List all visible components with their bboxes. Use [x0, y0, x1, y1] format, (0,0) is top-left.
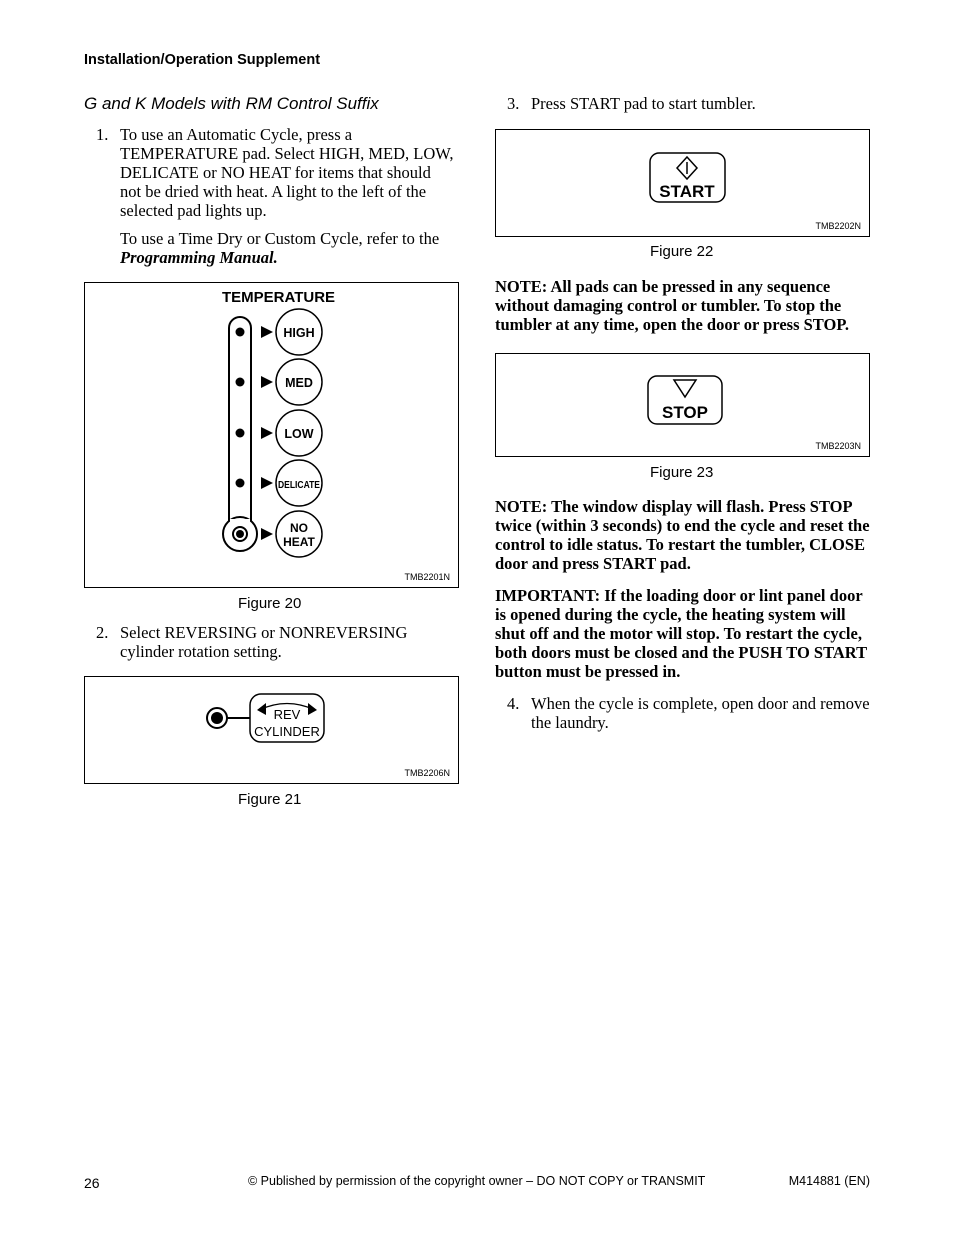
med-pad[interactable] — [276, 359, 322, 405]
rev-indicator-light — [211, 712, 223, 724]
section-title: G and K Models with RM Control Suffix — [84, 94, 379, 113]
figure-code: TMB2201N — [404, 572, 450, 582]
low-indicator-light — [236, 429, 245, 438]
important-note: IMPORTANT: If the loading door or lint panel door is opened during the cycle, the heating system will shut off and the motor will stop. To restart the cycle, both doors must be closed and the PUSH TO START button must be pressed in. — [495, 586, 867, 681]
low-arrow-icon — [261, 427, 273, 439]
high-indicator-light — [236, 328, 245, 337]
document-id: M414881 (EN) — [788, 1174, 870, 1188]
stop-pad[interactable] — [648, 376, 722, 424]
step-1 — [84, 125, 454, 267]
step-4 — [495, 694, 870, 732]
no-heat-pad-label-line2: HEAT — [283, 535, 315, 549]
delicate-pad-label: DELICATE — [278, 479, 320, 491]
temperature-panel-diagram — [85, 283, 458, 587]
high-pad-label: HIGH — [283, 326, 315, 340]
figure-23 — [495, 353, 870, 457]
start-pad[interactable] — [650, 153, 725, 202]
step-number: 2. — [96, 623, 109, 642]
step-number: 4. — [507, 694, 520, 713]
delicate-pad[interactable] — [276, 460, 322, 506]
programming-manual-ref: Programming Manual. — [120, 248, 278, 267]
med-indicator-light — [236, 378, 245, 387]
noheat-indicator-light — [236, 530, 244, 538]
stop-label: STOP — [662, 403, 708, 422]
low-pad-label: LOW — [284, 427, 314, 441]
high-arrow-icon — [261, 326, 273, 338]
stop-pad-diagram — [496, 354, 869, 456]
no-heat-pad[interactable] — [276, 511, 322, 557]
no-heat-pad-label-line1: NO — [290, 521, 308, 535]
low-pad[interactable] — [276, 410, 322, 456]
figure-code: TMB2206N — [404, 768, 450, 778]
rev-label: REV — [273, 707, 301, 722]
step-text: Select REVERSING or NONREVERSING cylinder rotation setting. — [120, 623, 408, 661]
med-arrow-icon — [261, 376, 273, 388]
step-text: Press START pad to start tumbler. — [531, 94, 756, 113]
figure-code: TMB2202N — [815, 221, 861, 231]
delicate-indicator-light — [236, 479, 245, 488]
figure-21 — [84, 676, 459, 784]
step-subtext: To use a Time Dry or Custom Cycle, refer to the — [120, 229, 440, 248]
step-1-subparagraph — [84, 229, 454, 267]
step-3 — [495, 94, 870, 113]
step-number: 3. — [507, 94, 520, 113]
rev-cylinder-diagram — [85, 677, 458, 783]
high-pad[interactable] — [276, 309, 322, 355]
temperature-label: TEMPERATURE — [222, 289, 336, 306]
step-number: 1. — [96, 125, 109, 144]
note-2: NOTE: The window display will flash. Press STOP twice (within 3 seconds) to end the cycle and reset the control to idle status. To restart the tumbler, CLOSE door and press START pad. — [495, 497, 870, 573]
copyright-notice: © Published by permission of the copyright owner – DO NOT COPY or TRANSMIT — [248, 1174, 706, 1188]
running-header: Installation/Operation Supplement — [84, 52, 321, 68]
start-label: START — [659, 182, 715, 201]
figure-code: TMB2203N — [815, 441, 861, 451]
thermometer-join — [230, 519, 250, 527]
figure-20 — [84, 282, 459, 588]
figure-22-caption: Figure 22 — [650, 243, 714, 260]
rev-cylinder-pad[interactable] — [250, 694, 324, 742]
figure-23-caption: Figure 23 — [650, 464, 714, 481]
figure-22 — [495, 129, 870, 237]
thermometer-outline — [229, 317, 251, 534]
figure-20-caption: Figure 20 — [238, 595, 302, 612]
med-pad-label: MED — [285, 376, 313, 390]
step-2 — [84, 623, 454, 661]
step-text: When the cycle is complete, open door and remove the laundry. — [531, 694, 870, 732]
cylinder-label: CYLINDER — [254, 724, 320, 739]
noheat-arrow-icon — [261, 528, 273, 540]
step-text: To use an Automatic Cycle, press a TEMPERATURE pad. Select HIGH, MED, LOW, DELICATE or NO HEAT for items that should not be dried with heat. A light to the left of the selected pad lights up. — [120, 125, 454, 220]
figure-21-caption: Figure 21 — [238, 791, 302, 808]
page-number: 26 — [84, 1175, 100, 1191]
delicate-arrow-icon — [261, 477, 273, 489]
start-pad-diagram — [496, 130, 869, 236]
note-1: NOTE: All pads can be pressed in any sequence without damaging control or tumbler. To stop the tumbler at any time, open the door or press STOP. — [495, 277, 850, 334]
